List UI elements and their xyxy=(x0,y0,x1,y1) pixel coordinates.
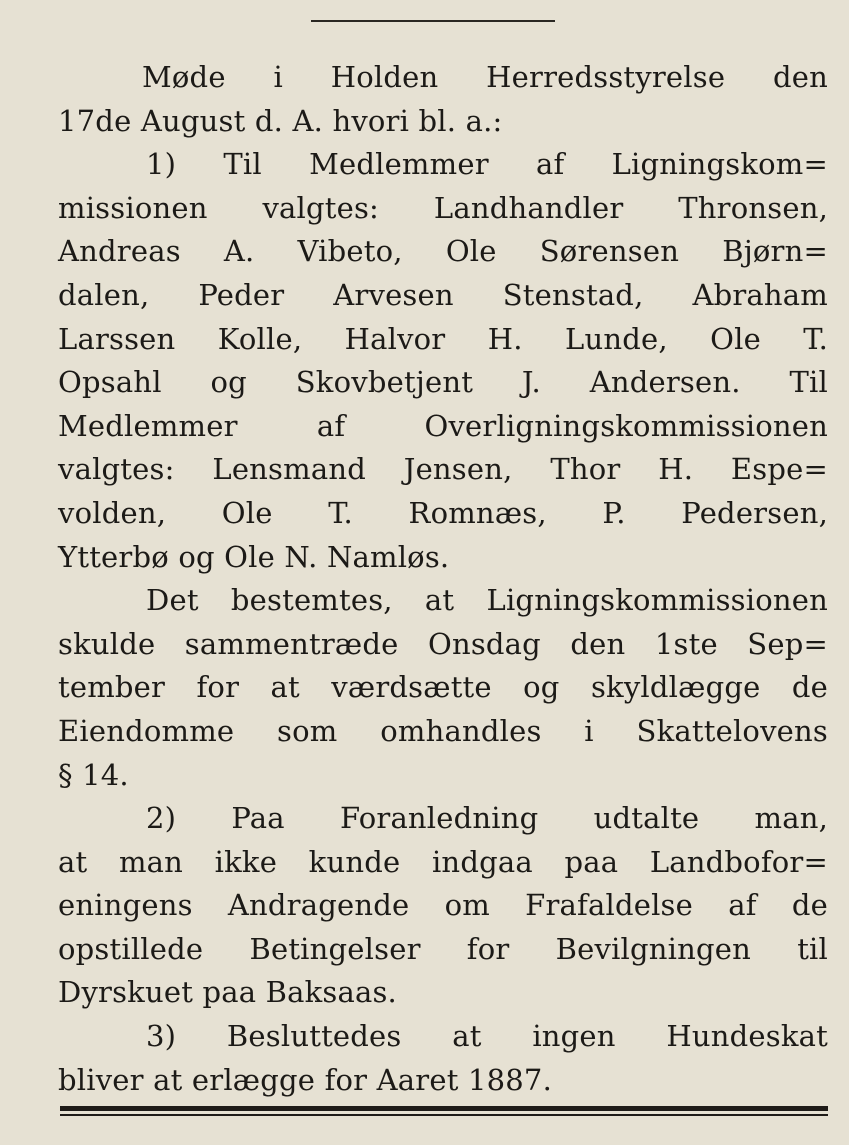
text-line: Medlemmer af Overligningskommissionen xyxy=(58,408,828,443)
text-line: opstillede Betingelser for Bevilgningen til xyxy=(58,931,828,966)
text-line: § 14. xyxy=(58,757,129,792)
top-divider xyxy=(311,20,555,22)
text-line: dalen, Peder Arvesen Stenstad, Abraham xyxy=(58,277,828,312)
text-line: 2) Paa Foranledning udtalte man, xyxy=(146,801,828,836)
text-line: Opsahl og Skovbetjent J. Andersen. Til xyxy=(58,365,828,400)
text-line: tember for at værdsætte og skyldlægge de xyxy=(58,670,828,705)
text-line: Andreas A. Vibeto, Ole Sørensen Bjørn= xyxy=(58,234,828,269)
bottom-divider xyxy=(60,1106,828,1116)
text-line: Møde i Holden Herredsstyrelse den xyxy=(142,60,828,94)
divider-thin-line xyxy=(60,1114,828,1116)
text-line: Dyrskuet paa Baksaas. xyxy=(58,975,397,1010)
text-line: Det bestemtes, at Ligningskommissionen xyxy=(146,583,828,618)
text-line: 1) Til Medlemmer af Ligningskom= xyxy=(146,147,828,182)
text-line: valgtes: Lensmand Jensen, Thor H. Espe= xyxy=(58,452,828,487)
text-line: skulde sammentræde Onsdag den 1ste Sep= xyxy=(58,626,828,661)
text-line: 17de August d. A. hvori bl. a.: xyxy=(58,103,503,138)
text-line: Larssen Kolle, Halvor H. Lunde, Ole T. xyxy=(58,321,828,356)
text-line: Eiendomme som omhandles i Skattelovens xyxy=(58,713,828,748)
text-line: at man ikke kunde indgaa paa Landbofor= xyxy=(58,844,828,879)
text-line: 3) Besluttedes at ingen Hundeskat xyxy=(146,1019,828,1054)
text-line: eningens Andragende om Frafaldelse af de xyxy=(58,888,828,923)
divider-thick-line xyxy=(60,1106,828,1111)
article-body xyxy=(58,56,828,1102)
text-line: bliver at erlægge for Aaret 1887. xyxy=(58,1062,552,1097)
text-line: missionen valgtes: Landhandler Thronsen, xyxy=(58,190,828,225)
text-line: volden, Ole T. Romnæs, P. Pedersen, xyxy=(58,495,828,530)
text-line: Ytterbø og Ole N. Namløs. xyxy=(58,539,450,574)
